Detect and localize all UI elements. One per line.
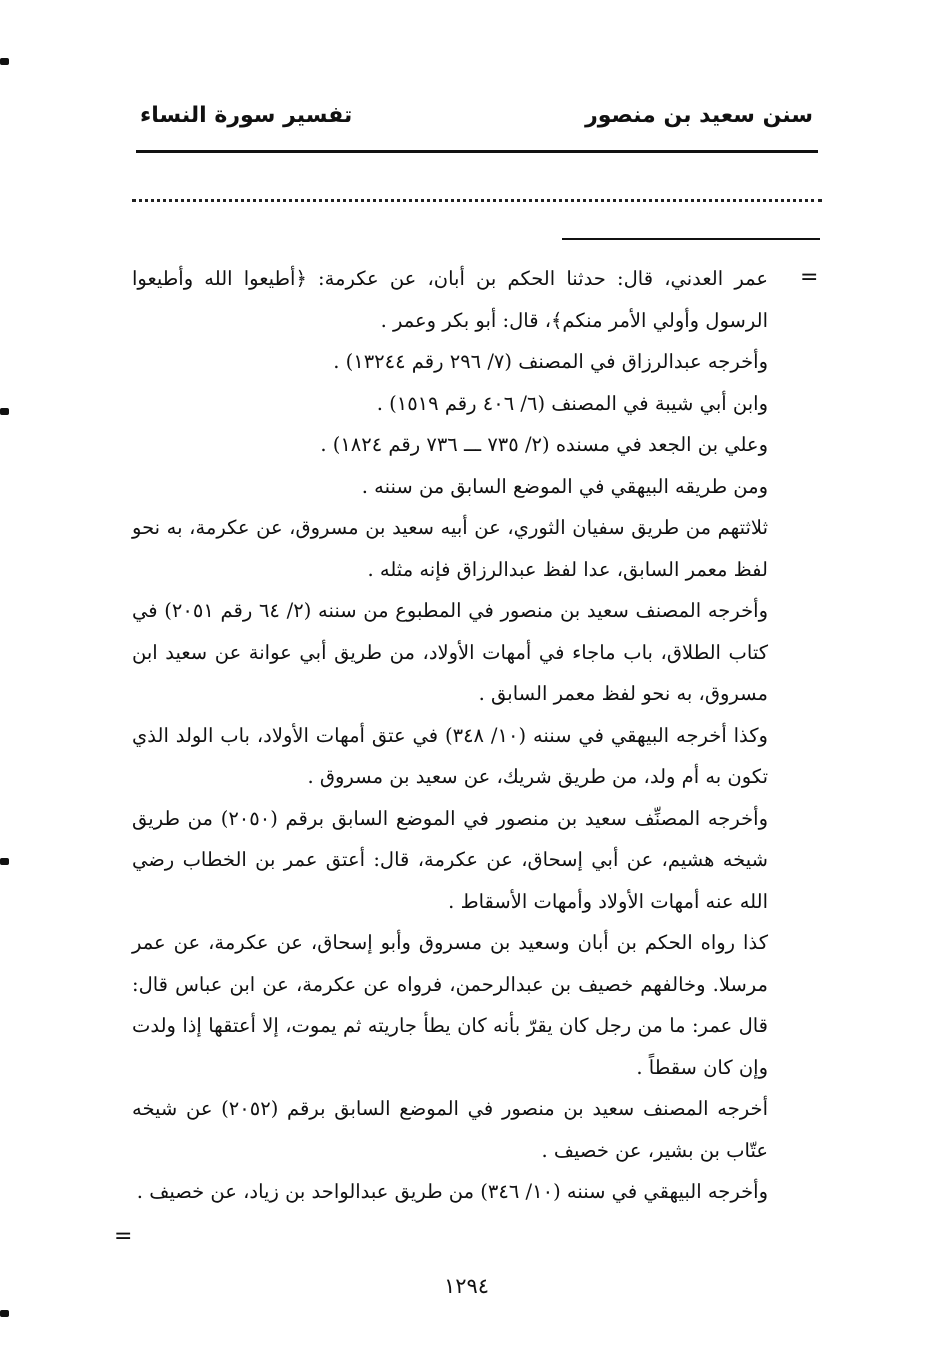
running-header-section-title: تفسير سورة النساء xyxy=(140,103,353,128)
page-number: ١٢٩٤ xyxy=(443,1274,490,1298)
continuation-mark-top: = xyxy=(800,265,819,290)
paragraph: وأخرجه عبدالرزاق في المصنف (٧/ ٢٩٦ رقم ١٣٢٤٤) . xyxy=(333,350,768,373)
paragraph: عمر العدني، قال: حدثنا الحكم بن أبان، عن عكرمة: ﴿أطيعوا الله وأطيعوا الرسول وأولي الأمر منكم﴾، قال: أبو بكر وعمر . xyxy=(132,267,768,332)
continuation-mark-bottom: = xyxy=(114,1224,133,1249)
footnote-body xyxy=(132,258,768,1213)
paragraph: أخرجه المصنف سعيد بن منصور في الموضع السابق برقم (٢٠٥٢) عن شيخه عتّاب بن بشير، عن خصيف . xyxy=(132,1097,769,1162)
paragraph: وكذا أخرجه البيهقي في سننه (١٠/ ٣٤٨) في عتق أمهات الأولاد، باب الولد الذي تكون به أم ولد، من طريق شريك، عن سعيد بن مسروق . xyxy=(132,723,768,788)
running-header-book-title: سنن سعيد بن منصور xyxy=(585,103,813,128)
paragraph: وأخرجه المصنِّف سعيد بن منصور في الموضع السابق برقم (٢٠٥٠) من طريق شيخه هشيم، عن أبي إسحاق، عن عكرمة، قال: أعتق عمر بن الخطاب رضي الله عنه أمهات الأولاد وأمهات الأسقاط . xyxy=(132,806,769,913)
scan-edge-mark xyxy=(0,58,9,65)
scan-edge-mark xyxy=(0,1310,9,1317)
header-rule xyxy=(136,150,818,153)
paragraph: وأخرجه البيهقي في سننه (١٠/ ٣٤٦) من طريق عبدالواحد بن زياد، عن خصيف . xyxy=(136,1180,768,1203)
dotted-separator xyxy=(132,199,822,202)
scan-edge-mark xyxy=(0,408,9,415)
paragraph: وعلي بن الجعد في مسنده (٢/ ٧٣٥ ـــ ٧٣٦ رقم ١٨٢٤) . xyxy=(320,433,768,456)
paragraph: ومن طريقه البيهقي في الموضع السابق من سننه . xyxy=(361,474,768,498)
paragraph: وأخرجه المصنف سعيد بن منصور في المطبوع من سننه (٢/ ٦٤ رقم ٢٠٥١) في كتاب الطلاق، باب ماجاء في أمهات الأولاد، من طريق أبي عوانة عن سعيد ابن مسروق، به نحو لفظ معمر السابق . xyxy=(132,599,768,705)
paragraph: كذا رواه الحكم بن أبان وسعيد بن مسروق وأبو إسحاق، عن عكرمة، عن عمر مرسلا. وخالفهم خصيف بن عبدالرحمن، فرواه عن عكرمة، عن ابن عباس قال: قال عمر: ما من رجل كان يقرّ بأنه كان يطأ جاريته ثم يموت، إلا أعتقها إذا ولدت وإن كان سقطاً . xyxy=(132,931,768,1079)
scan-edge-mark xyxy=(0,858,9,865)
footnote-separator xyxy=(562,238,820,240)
paragraph: ثلاثتهم من طريق سفيان الثوري، عن أبيه سعيد بن مسروق، عن عكرمة، به نحو لفظ معمر السابق، عدا لفظ عبدالرزاق فإنه مثله . xyxy=(132,516,768,581)
paragraph: وابن أبي شيبة في المصنف (٦/ ٤٠٦ رقم ١٥١٩) . xyxy=(376,391,768,415)
